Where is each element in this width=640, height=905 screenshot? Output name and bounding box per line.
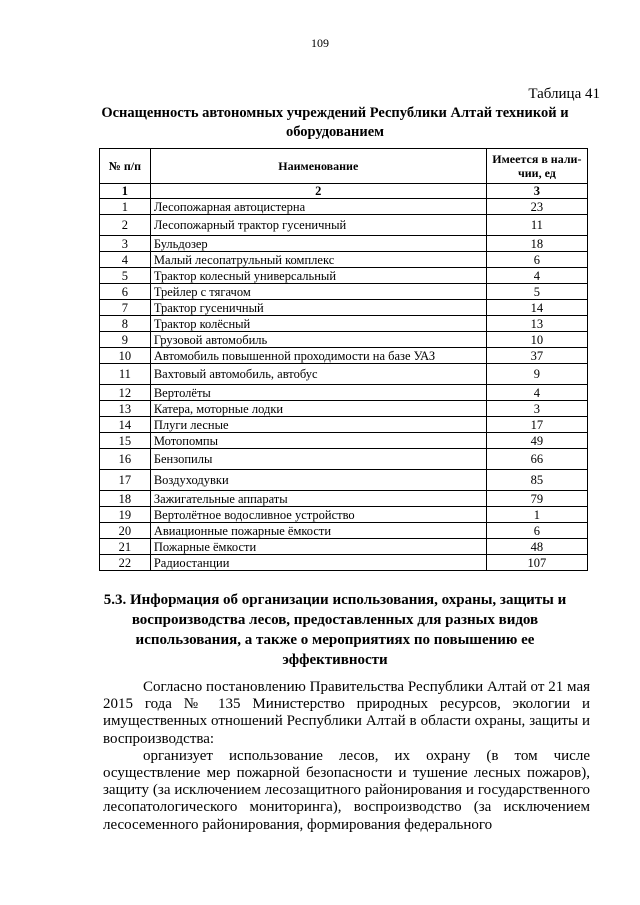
table-row [100,215,588,236]
header-quantity: Имеется в нали-чии, ед [486,149,587,184]
table-row [100,417,588,433]
table-row [100,252,588,268]
row-number: 10 [100,348,151,364]
row-name: Грузовой автомобиль [150,332,486,348]
row-number: 9 [100,332,151,348]
row-quantity: 48 [486,539,587,555]
row-name: Трактор колесный универсальный [150,268,486,284]
table-row [100,364,588,385]
row-name: Вертолётное водосливное устройство [150,507,486,523]
row-quantity: 66 [486,449,587,470]
section-heading: 5.3. Информация об организации использования, охраны, защиты и воспроизводства лесов, предоставленных для разных видов использования, а также о мероприятиях по повышению ее эффективности [103,592,567,668]
row-number: 1 [100,199,151,215]
table-row [100,300,588,316]
table-header-row [100,149,588,184]
table-row [100,491,588,507]
table-row [100,433,588,449]
row-quantity: 3 [486,401,587,417]
row-name: Малый лесопатрульный комплекс [150,252,486,268]
row-number: 4 [100,252,151,268]
table-row [100,348,588,364]
row-name: Катера, моторные лодки [150,401,486,417]
column-number: 2 [150,184,486,199]
row-number: 19 [100,507,151,523]
row-name: Трейлер с тягачом [150,284,486,300]
table-row [100,523,588,539]
row-quantity: 6 [486,252,587,268]
table-row [100,284,588,300]
table-row [100,539,588,555]
row-quantity: 13 [486,316,587,332]
row-quantity: 6 [486,523,587,539]
table-row [100,385,588,401]
row-name: Лесопожарная автоцистерна [150,199,486,215]
row-name: Пожарные ёмкости [150,539,486,555]
table-row [100,401,588,417]
table-row [100,470,588,491]
row-number: 16 [100,449,151,470]
row-name: Трактор колёсный [150,316,486,332]
paragraph: Согласно постановлению Правительства Республики Алтай от 21 мая 2015 года № 135 Министерство природных ресурсов, экологии и имущественных отношений Республики Алтай в области охраны, защиты и воспроизводства: [103,679,590,747]
row-number: 11 [100,364,151,385]
table-row [100,316,588,332]
column-number-row [100,184,588,199]
header-number: № п/п [100,149,151,184]
row-quantity: 23 [486,199,587,215]
table-caption: Таблица 41 [528,86,600,102]
row-name: Автомобиль повышенной проходимости на базе УАЗ [150,348,486,364]
row-quantity: 4 [486,268,587,284]
paragraph: организует использование лесов, их охрану (в том числе осуществление мер пожарной безопасности и тушение лесных пожаров), защиту (за исключением лесозащитного районирования и государственного лесопатологического мониторинга), воспроизводство (за исключением лесосеменного районирования, формирования федерального [103,747,590,833]
row-name: Бензопилы [150,449,486,470]
row-number: 17 [100,470,151,491]
row-number: 8 [100,316,151,332]
row-quantity: 107 [486,555,587,571]
row-number: 21 [100,539,151,555]
table-row [100,199,588,215]
equipment-table [99,148,588,571]
row-number: 14 [100,417,151,433]
row-name: Радиостанции [150,555,486,571]
row-quantity: 4 [486,385,587,401]
row-name: Зажигательные аппараты [150,491,486,507]
row-number: 5 [100,268,151,284]
row-quantity: 49 [486,433,587,449]
row-quantity: 37 [486,348,587,364]
row-quantity: 14 [486,300,587,316]
row-name: Плуги лесные [150,417,486,433]
row-quantity: 85 [486,470,587,491]
row-quantity: 17 [486,417,587,433]
row-number: 15 [100,433,151,449]
page-number: 109 [311,36,329,50]
row-quantity: 1 [486,507,587,523]
row-name: Воздуходувки [150,470,486,491]
row-quantity: 10 [486,332,587,348]
header-name: Наименование [150,149,486,184]
table-row [100,332,588,348]
body-text [103,679,590,834]
row-number: 12 [100,385,151,401]
row-quantity: 79 [486,491,587,507]
row-name: Вертолёты [150,385,486,401]
row-quantity: 5 [486,284,587,300]
row-number: 2 [100,215,151,236]
row-number: 18 [100,491,151,507]
row-quantity: 9 [486,364,587,385]
row-name: Лесопожарный трактор гусеничный [150,215,486,236]
row-number: 20 [100,523,151,539]
row-number: 13 [100,401,151,417]
row-name: Вахтовый автомобиль, автобус [150,364,486,385]
row-name: Авиационные пожарные ёмкости [150,523,486,539]
row-number: 3 [100,236,151,252]
row-quantity: 18 [486,236,587,252]
row-quantity: 11 [486,215,587,236]
row-name: Мотопомпы [150,433,486,449]
row-number: 22 [100,555,151,571]
table-title: Оснащенность автономных учреждений Республики Алтай техникой и оборудованием [101,105,569,140]
row-number: 7 [100,300,151,316]
row-name: Трактор гусеничный [150,300,486,316]
table-row [100,449,588,470]
row-number: 6 [100,284,151,300]
column-number: 1 [100,184,151,199]
table-row [100,268,588,284]
table-row [100,236,588,252]
column-number: 3 [486,184,587,199]
table-row [100,555,588,571]
table-row [100,507,588,523]
row-name: Бульдозер [150,236,486,252]
